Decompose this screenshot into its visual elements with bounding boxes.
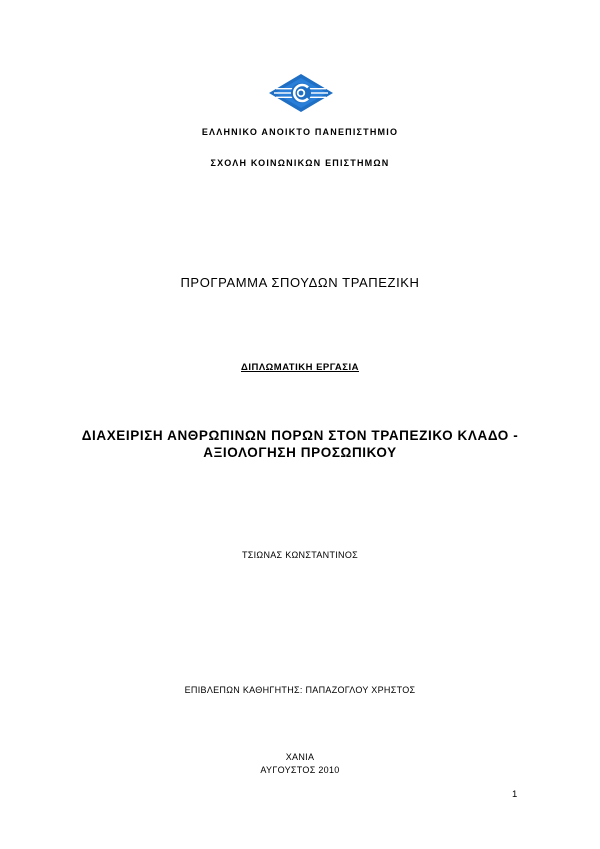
university-logo-icon [268, 73, 334, 113]
page-number: 1 [512, 789, 518, 800]
thesis-title-line-1: ΔΙΑΧΕΙΡΙΣΗ ΑΝΘΡΩΠΙΝΩΝ ΠΟΡΩΝ ΣΤΟΝ ΤΡΑΠΕΖΙΚΟ ΚΛΑΔΟ - [81, 428, 519, 443]
author-name: ΤΣΙΩΝΑΣ ΚΩΝΣΤΑΝΤΙΝΟΣ [241, 550, 359, 560]
place-name: ΧΑΝΙΑ [285, 752, 315, 762]
thesis-title-line-2: ΑΞΙΟΛΟΓΗΣΗ ΠΡΟΣΩΠΙΚΟΥ [203, 445, 397, 460]
thesis-label: ΔΙΠΛΩΜΑΤΙΚΗ ΕΡΓΑΣΙΑ [241, 362, 359, 373]
university-name: ΕΛΛΗΝΙΚΟ ΑΝΟΙΚΤΟ ΠΑΝΕΠΙΣΤΗΜΙΟ [201, 127, 399, 137]
submission-date: ΑΥΓΟΥΣΤΟΣ 2010 [260, 765, 340, 775]
program-name: ΠΡΟΓΡΑΜΜΑ ΣΠΟΥΔΩΝ ΤΡΑΠΕΖΙΚΗ [180, 275, 420, 290]
school-name: ΣΧΟΛΗ ΚΟΙΝΩΝΙΚΩΝ ΕΠΙΣΤΗΜΩΝ [210, 158, 390, 168]
supervisor-line: ΕΠΙΒΛΕΠΩΝ ΚΑΘΗΓΗΤΗΣ: ΠΑΠΑΖΟΓΛΟΥ ΧΡΗΣΤΟΣ [184, 685, 416, 695]
